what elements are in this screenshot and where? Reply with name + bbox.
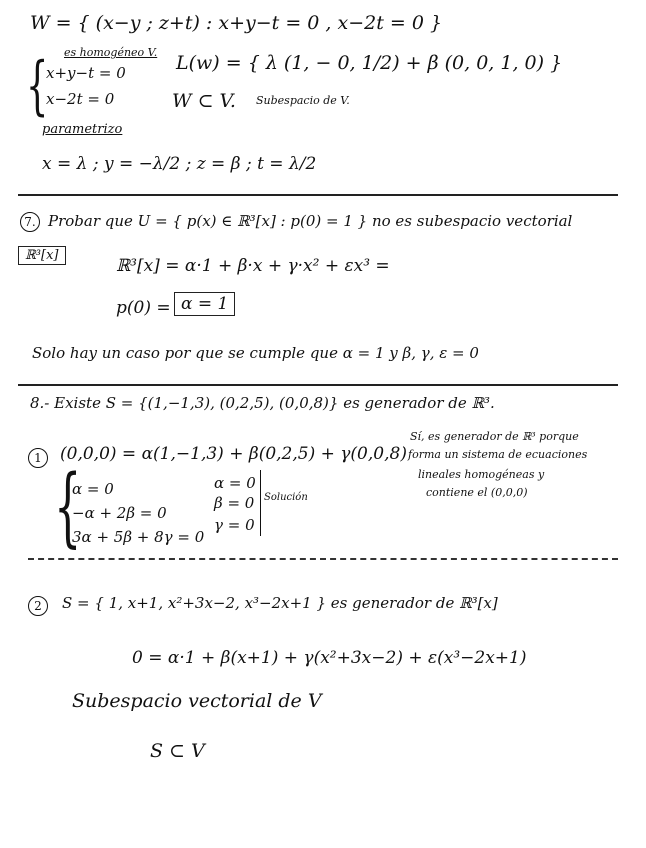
p0-label: p(0) = [116, 298, 171, 318]
solution-gamma: γ = 0 [214, 516, 255, 534]
subspace-note: Subespacio de V. [256, 94, 350, 107]
span-expression: L(w) = { λ (1, − 0, 1/2) + β (0, 0, 1, 0) } [176, 52, 563, 74]
solution-label: Solución [264, 492, 308, 503]
exercise-7-statement: Probar que U = { p(x) ∈ ℝ³[x] : p(0) = 1 } no es subespacio vectorial [48, 212, 573, 230]
dashed-divider [28, 558, 618, 560]
part-1-system-brace: { [54, 457, 82, 557]
homogeneous-note: es homogéneo V. [64, 46, 158, 59]
system-eq-2: x−2t = 0 [46, 90, 115, 108]
part-1-eq-2: −α + 2β = 0 [72, 504, 167, 522]
parametrization: x = λ ; y = −λ/2 ; z = β ; t = λ/2 [42, 154, 317, 174]
exercise-8-statement: 8.- Existe S = {(1,−1,3), (0,2,5), (0,0,8)} es generador de ℝ³. [30, 394, 495, 412]
exercise-7-marker: 7. [20, 212, 40, 232]
boxed-space-label: ℝ³[x] [18, 248, 66, 263]
part-1-equation: (0,0,0) = α(1,−1,3) + β(0,2,5) + γ(0,0,8) [60, 444, 407, 464]
solution-alpha: α = 0 [214, 474, 256, 492]
system-eq-1: x+y−t = 0 [46, 64, 126, 82]
section-divider-1 [18, 194, 618, 196]
solution-beta: β = 0 [214, 494, 255, 512]
generator-note-line-3: lineales homogéneas y [418, 468, 545, 481]
subspace-symbol: W ⊂ V. [172, 90, 236, 112]
parametrize-heading: parametrizo [42, 122, 123, 137]
part-1-eq-3: 3α + 5β + 8γ = 0 [72, 528, 205, 546]
section-divider-2 [18, 384, 618, 386]
part-1-eq-1: α = 0 [72, 480, 114, 498]
generator-note-line-1: Sí, es generador de ℝ³ porque [410, 430, 579, 443]
system-brace: { [26, 49, 49, 123]
p0-boxed-result: α = 1 [174, 294, 235, 314]
subspace-heading: Subespacio vectorial de V [72, 690, 322, 712]
w-definition: W = { (x−y ; z+t) : x+y−t = 0 , x−2t = 0 } [30, 12, 443, 34]
solution-bracket [260, 470, 261, 536]
part-2-marker: 2 [28, 596, 48, 616]
generator-note-line-4: contiene el (0,0,0) [426, 486, 528, 499]
subset-symbol: S ⊂ V [150, 740, 205, 762]
part-2-statement: S = { 1, x+1, x²+3x−2, x³−2x+1 } es generador de ℝ³[x] [62, 594, 498, 612]
polynomial-expression: ℝ³[x] = α·1 + β·x + γ·x² + εx³ = [116, 256, 390, 276]
part-1-marker: 1 [28, 448, 48, 468]
exercise-7-conclusion: Solo hay un caso por que se cumple que α = 1 y β, γ, ε = 0 [32, 344, 479, 362]
part-2-equation: 0 = α·1 + β(x+1) + γ(x²+3x−2) + ε(x³−2x+1) [132, 648, 527, 668]
generator-note-line-2: forma un sistema de ecuaciones [408, 448, 588, 461]
